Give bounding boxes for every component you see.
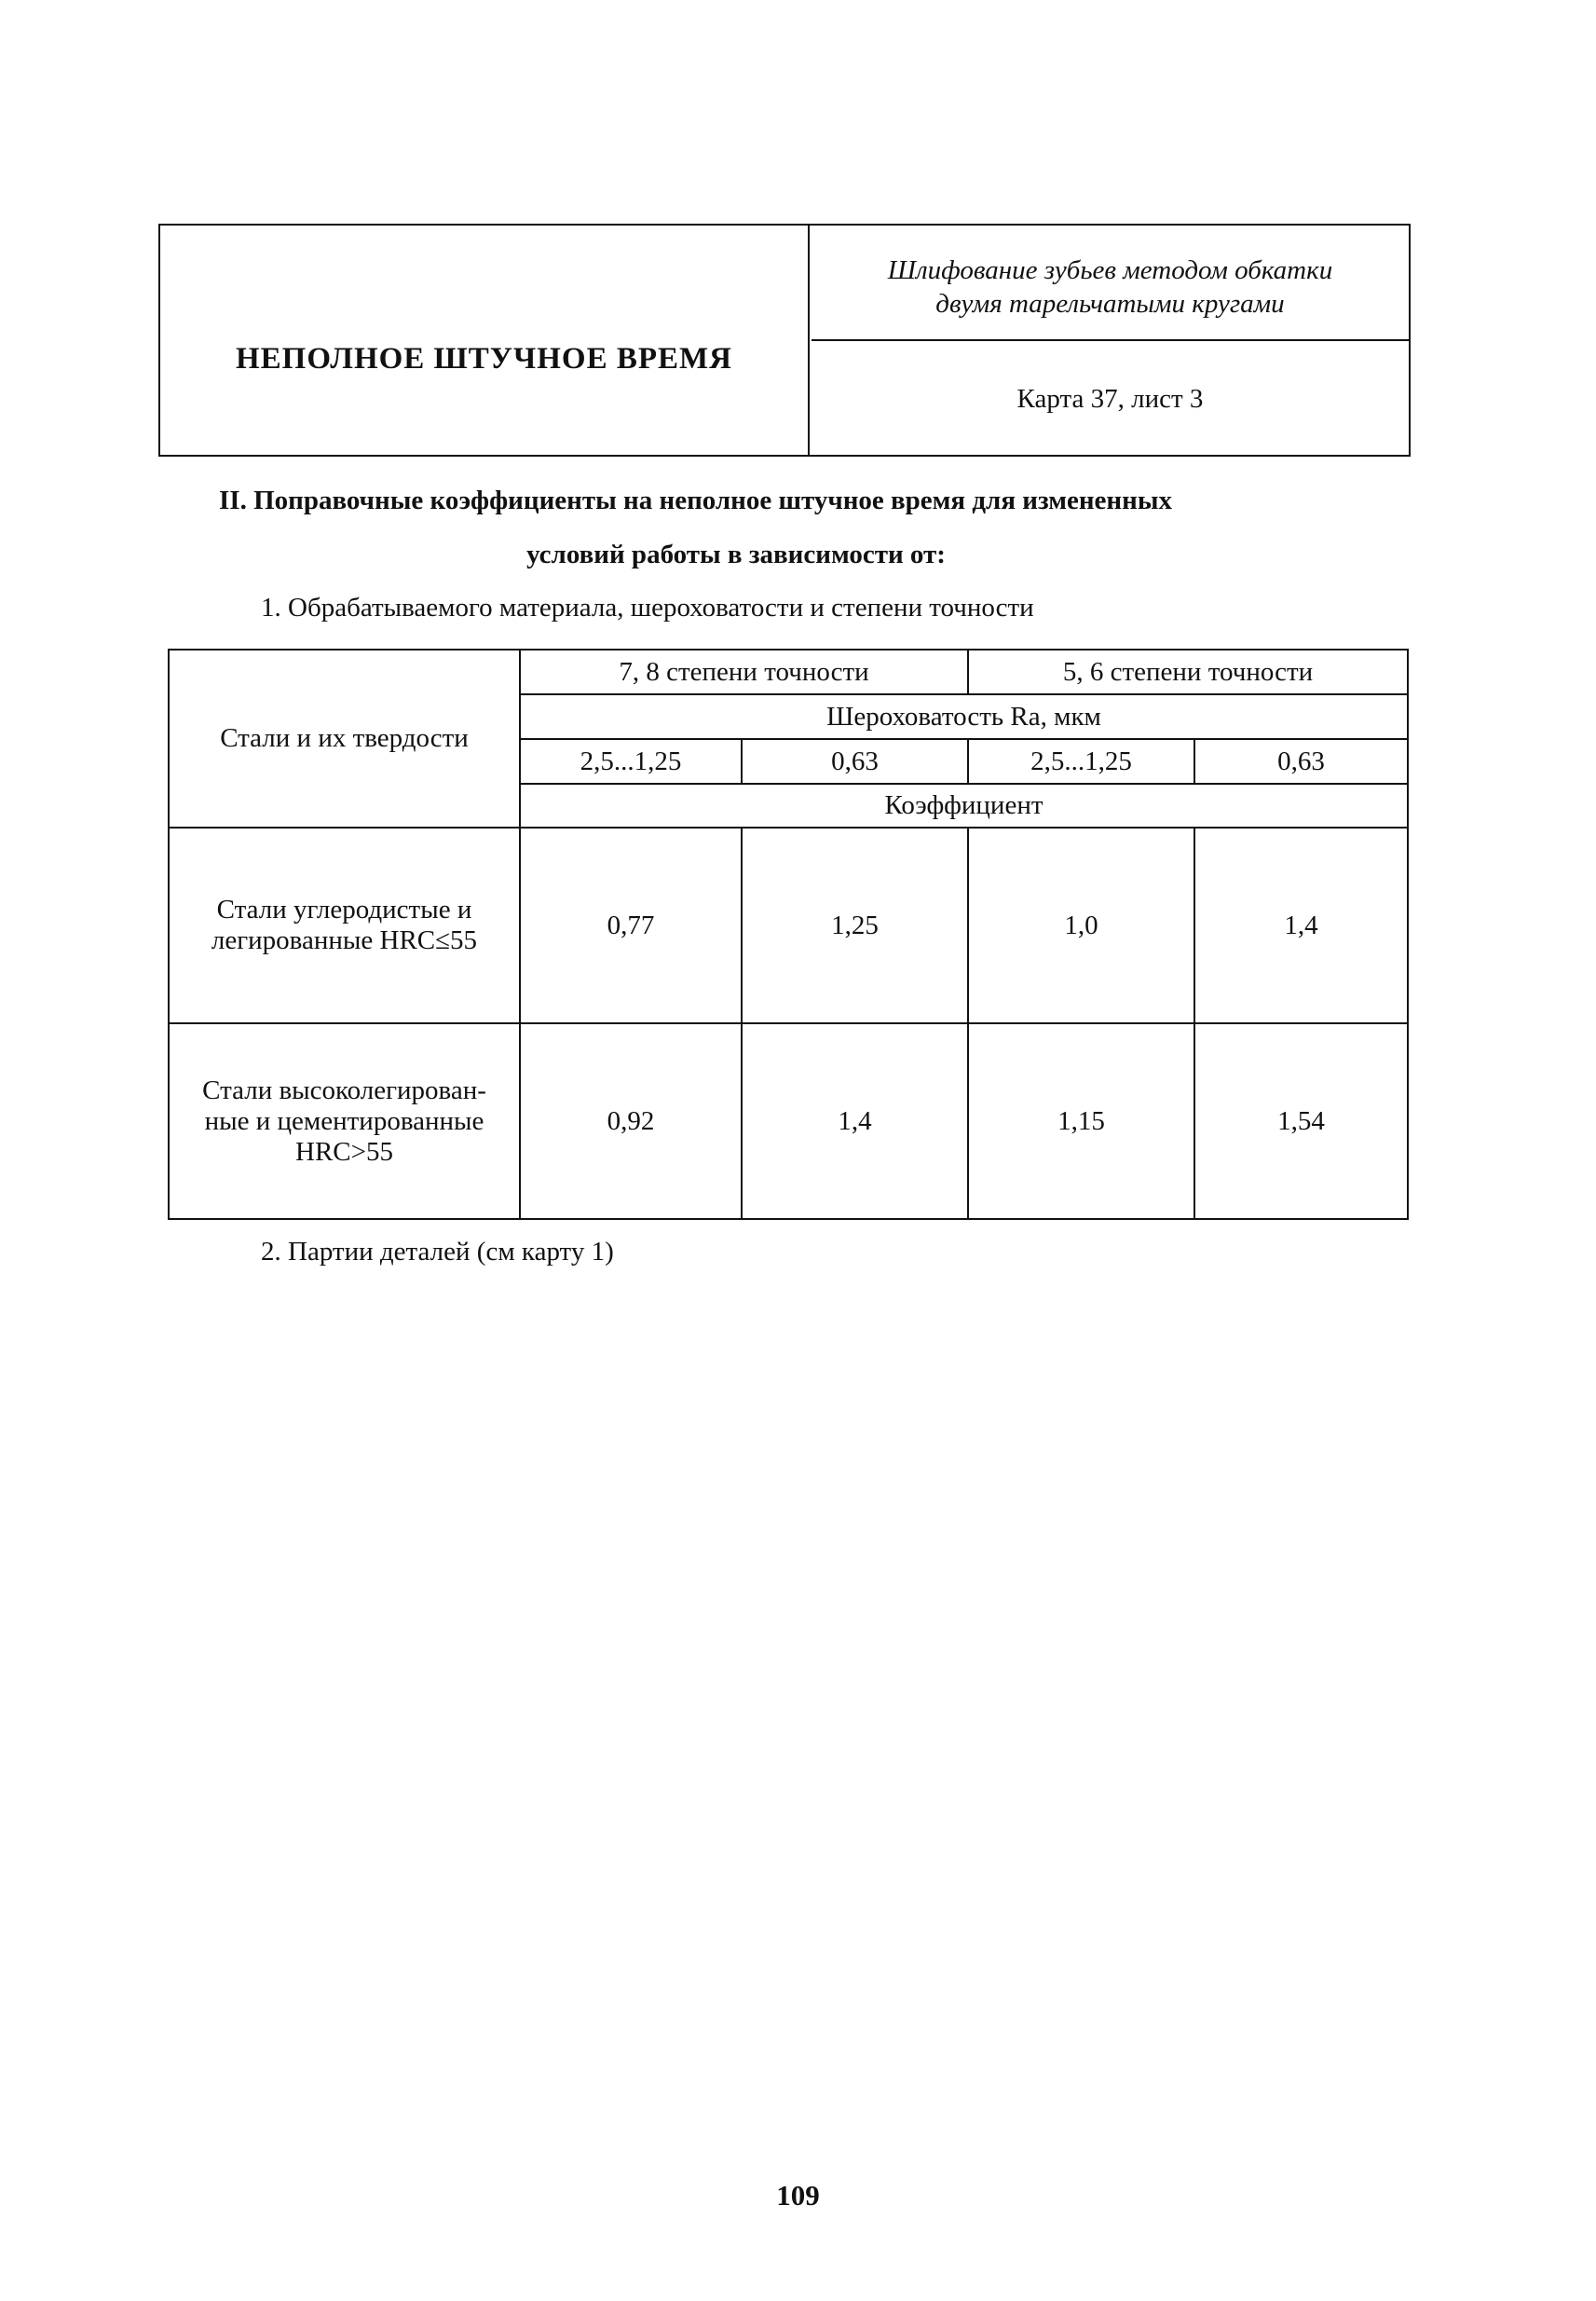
coefficient-cell: 0,77	[520, 828, 742, 1023]
subsection-2-title: 2. Партии деталей (см карту 1)	[261, 1237, 614, 1267]
section-heading	[186, 473, 1398, 582]
accuracy-group-header: 7, 8 степени точности	[520, 650, 968, 694]
table-row	[169, 828, 1408, 1023]
coefficient-table	[168, 649, 1409, 1220]
card-header	[158, 224, 1411, 457]
page-number: 109	[776, 2179, 820, 2212]
steel-label	[169, 828, 520, 1023]
subsection-1-title: 1. Обрабатываемого материала, шероховатости и степени точности	[261, 593, 1034, 623]
table-header-row	[169, 650, 1408, 694]
coefficient-header: Коэффициент	[520, 784, 1408, 828]
coefficient-cell: 1,0	[968, 828, 1194, 1023]
steel-label-line: HRC>55	[295, 1136, 393, 1167]
steel-label-line: ные и цементированные	[204, 1105, 484, 1136]
roughness-header: Шероховатость Ra, мкм	[520, 694, 1408, 739]
card-number: Карта 37, лист 3	[1016, 383, 1204, 414]
coefficient-cell: 0,92	[520, 1023, 742, 1219]
section-heading-line-1: II. Поправочные коэффициенты на неполное штучное время для измененных	[219, 486, 1172, 515]
steel-column-header: Стали и их твердости	[169, 650, 520, 828]
accuracy-group-header: 5, 6 степени точности	[968, 650, 1408, 694]
roughness-value: 2,5...1,25	[520, 739, 742, 784]
coefficient-cell: 1,15	[968, 1023, 1194, 1219]
section-heading-line-2: условий работы в зависимости от:	[526, 540, 946, 569]
coefficient-cell: 1,54	[1194, 1023, 1408, 1219]
roughness-value: 2,5...1,25	[968, 739, 1194, 784]
steel-label-line: легированные HRC≤55	[211, 925, 478, 955]
operation-line-2: двумя тарельчатыми кругами	[935, 289, 1285, 319]
roughness-value: 0,63	[742, 739, 968, 784]
steel-label-line: Стали высоколегирован-	[202, 1075, 486, 1105]
document-title: НЕПОЛНОЕ ШТУЧНОЕ ВРЕМЯ	[160, 226, 810, 455]
table-row	[169, 1023, 1408, 1219]
steel-label-line: Стали углеродистые и	[216, 895, 472, 925]
steel-label	[169, 1023, 520, 1219]
coefficient-cell: 1,4	[1194, 828, 1408, 1023]
operation-line-1: Шлифование зубьев методом обкатки	[887, 255, 1333, 285]
coefficient-cell: 1,25	[742, 828, 968, 1023]
roughness-value: 0,63	[1194, 739, 1408, 784]
operation-name	[812, 226, 1409, 341]
coefficient-cell: 1,4	[742, 1023, 968, 1219]
